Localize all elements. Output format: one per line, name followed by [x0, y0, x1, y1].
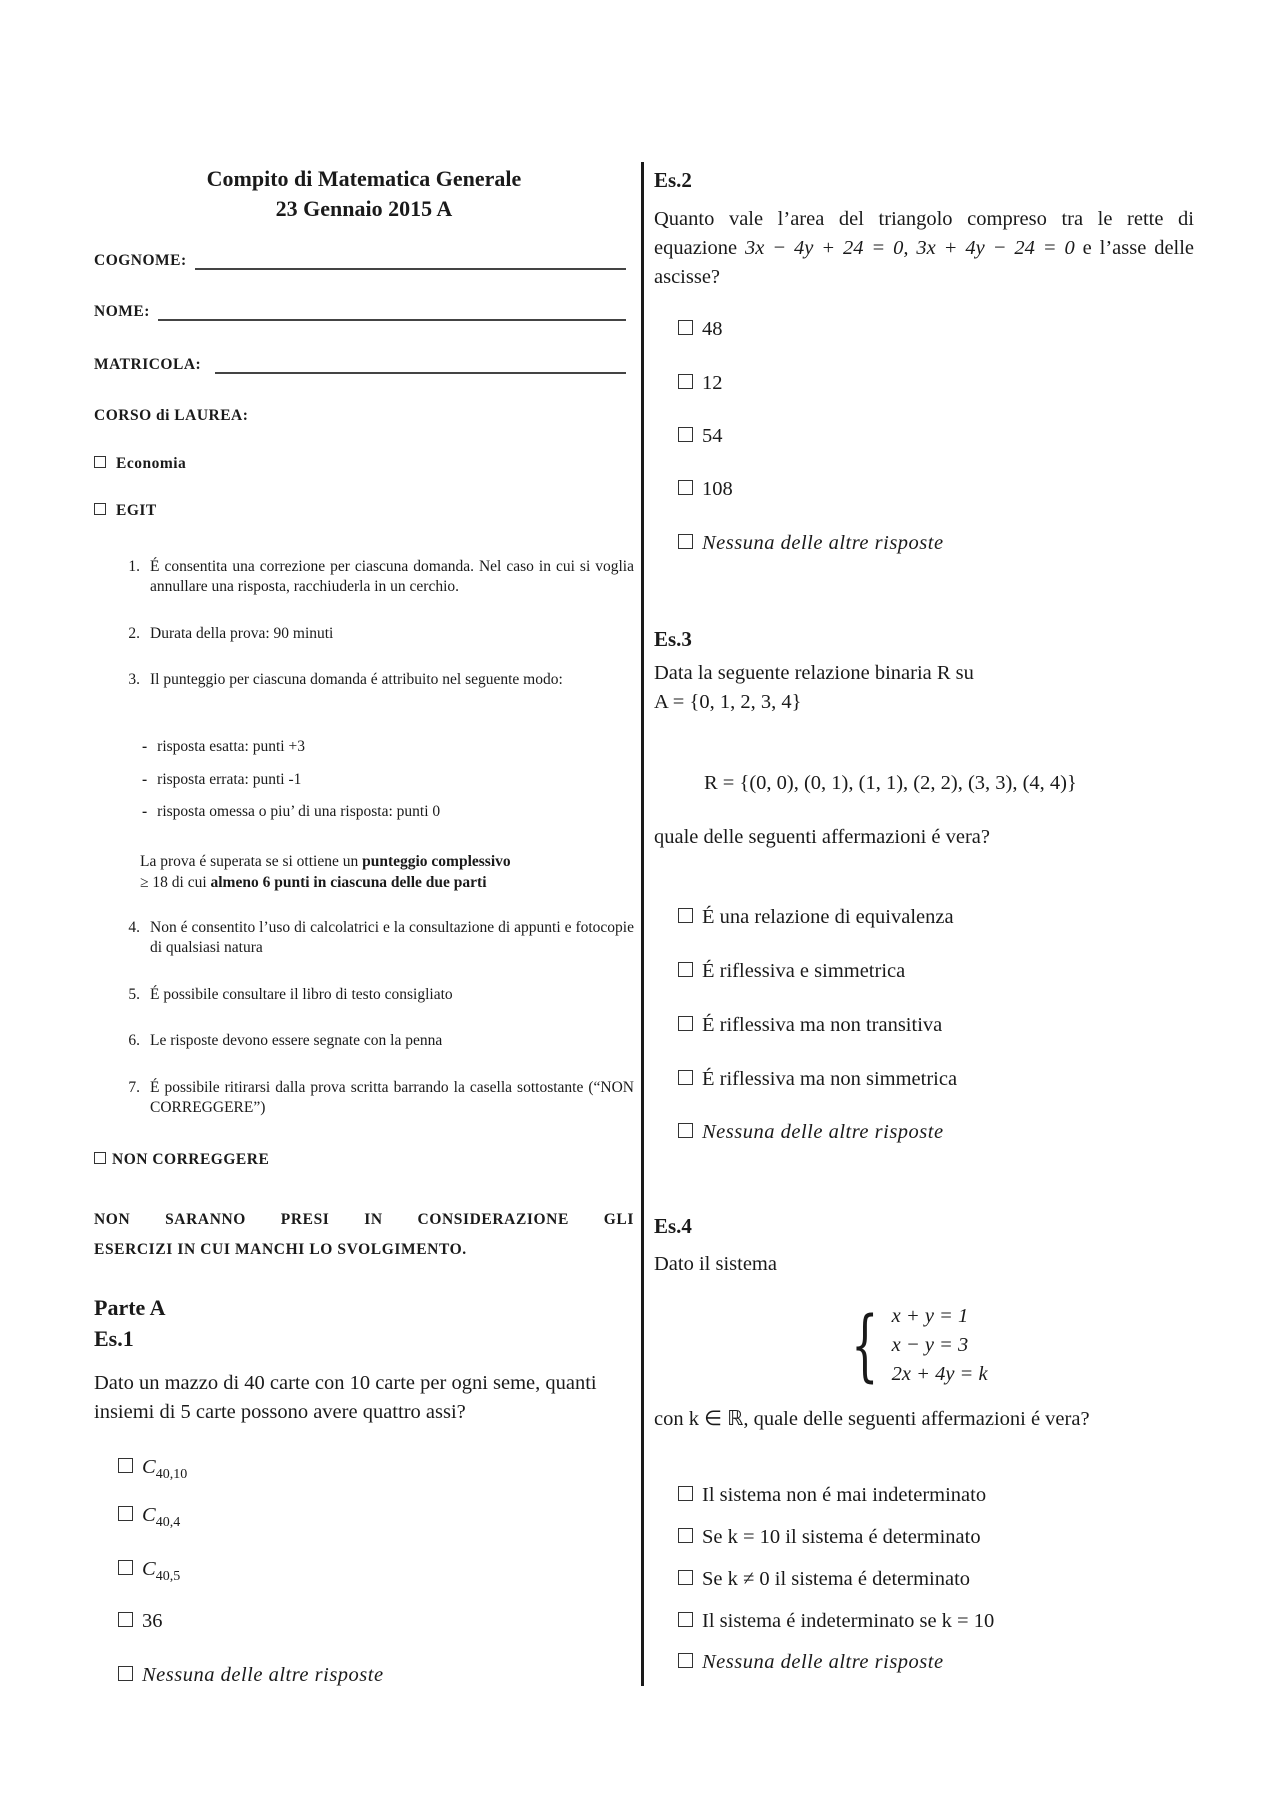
exercise-3-label: Es.3: [654, 627, 692, 651]
checkbox-icon[interactable]: [678, 1612, 693, 1627]
checkbox-icon[interactable]: [678, 1070, 693, 1085]
checkbox-icon[interactable]: [678, 1123, 693, 1138]
exercise-2-question: Quanto vale l’area del triangolo compreso tra le rette di equazione 3x − 4y + 24 = 0, 3x + 4y − 24 = 0 e l’asse delle ascisse?: [654, 208, 1195, 288]
checkbox-icon[interactable]: [118, 1458, 133, 1473]
matricola-label: MATRICOLA:: [94, 356, 202, 373]
es2-option[interactable]: 12: [678, 372, 723, 395]
es1-option[interactable]: $C_{40,10}$: [118, 1456, 187, 1483]
rule-item: 7. É possibile ritirarsi dalla prova scritta barrando la casella sottostante (“NON CORREGGERE”): [128, 1079, 634, 1116]
es4-option[interactable]: Se k ≠ 0 il sistema é determinato: [678, 1568, 970, 1591]
checkbox-icon[interactable]: [678, 320, 693, 335]
corso-option-egit[interactable]: EGIT: [94, 502, 157, 520]
checkbox-icon[interactable]: [118, 1666, 133, 1681]
exercise-4-prompt: con k ∈ ℝ, quale delle seguenti affermazioni é vera?: [654, 1408, 1090, 1430]
rule-item: 6. Le risposte devono essere segnate con la penna: [128, 1032, 443, 1049]
exercise-1-label: Es.1: [94, 1326, 134, 1351]
es1-option[interactable]: 36: [118, 1610, 163, 1633]
exercise-3-question: Data la seguente relazione binaria R su A = {0, 1, 2, 3, 4}: [654, 662, 974, 713]
rule-item: 2. Durata della prova: 90 minuti: [128, 625, 334, 642]
es3-option[interactable]: Nessuna delle altre risposte: [678, 1121, 944, 1144]
checkbox-icon[interactable]: [678, 534, 693, 549]
checkbox-icon[interactable]: [678, 1653, 693, 1668]
part-title: Parte A: [94, 1295, 166, 1320]
rule-item: 5. É possibile consultare il libro di testo consigliato: [128, 986, 453, 1003]
es2-option[interactable]: Nessuna delle altre risposte: [678, 532, 944, 555]
scoring-item: - risposta errata: punti -1: [142, 771, 302, 788]
es2-option[interactable]: 108: [678, 478, 733, 501]
es2-option[interactable]: 48: [678, 318, 723, 341]
checkbox-icon[interactable]: [118, 1506, 133, 1521]
title-line-2: 23 Gennaio 2015 A: [275, 196, 453, 221]
checkbox-icon[interactable]: [678, 374, 693, 389]
title-line-1: Compito di Matematica Generale: [206, 166, 522, 191]
cognome-label: COGNOME:: [94, 252, 187, 269]
checkbox-icon[interactable]: [94, 1152, 106, 1164]
checkbox-icon[interactable]: [94, 456, 106, 468]
es4-option[interactable]: Nessuna delle altre risposte: [678, 1651, 944, 1674]
es3-option[interactable]: É riflessiva ma non transitiva: [678, 1014, 942, 1037]
es1-option[interactable]: $C_{40,5}$: [118, 1558, 180, 1585]
rule-item: 1. É consentita una correzione per ciascuna domanda. Nel caso in cui si voglia annullare una risposta, racchiuderla in un cerchio.: [128, 558, 634, 595]
rule-item: 4. Non é consentito l’uso di calcolatrici e la consultazione di appunti e fotocopie di qualsiasi natura: [128, 919, 634, 956]
checkbox-icon[interactable]: [118, 1612, 133, 1627]
corso-option-economia[interactable]: Economia: [94, 455, 186, 473]
es3-option[interactable]: É una relazione di equivalenza: [678, 906, 954, 929]
es4-option[interactable]: Il sistema é indeterminato se k = 10: [678, 1610, 994, 1633]
rule-item: 3. Il punteggio per ciascuna domanda é attribuito nel seguente modo:: [128, 671, 563, 688]
scoring-item: - risposta esatta: punti +3: [142, 738, 305, 755]
non-correggere-option[interactable]: NON CORREGGERE: [94, 1151, 269, 1169]
exercise-4-intro: Dato il sistema: [654, 1253, 777, 1275]
equation-system: [840, 1302, 988, 1389]
checkbox-icon[interactable]: [678, 480, 693, 495]
exercise-4-label: Es.4: [654, 1214, 692, 1238]
exercise-1-question: Dato un mazzo di 40 carte con 10 carte per ogni seme, quanti insiemi di 5 carte possono avere quattro assi?: [94, 1372, 597, 1423]
es3-option[interactable]: É riflessiva ma non simmetrica: [678, 1068, 957, 1091]
es3-option[interactable]: É riflessiva e simmetrica: [678, 960, 905, 983]
es1-option[interactable]: Nessuna delle altre risposte: [118, 1664, 384, 1687]
es1-option[interactable]: $C_{40,4}$: [118, 1504, 180, 1531]
checkbox-icon[interactable]: [678, 1486, 693, 1501]
exercise-3-prompt: quale delle seguenti affermazioni é vera?: [654, 826, 990, 848]
left-brace-icon: {: [851, 1300, 879, 1391]
warning-notice: NON SARANNO PRESI IN CONSIDERAZIONE GLI ESERCIZI IN CUI MANCHI LO SVOLGIMENTO.: [94, 1211, 634, 1258]
checkbox-icon[interactable]: [678, 1528, 693, 1543]
nome-label: NOME:: [94, 303, 150, 320]
system-equations: x + y = 1 x − y = 3 2x + 4y = k: [891, 1305, 988, 1385]
column-divider: [641, 162, 644, 1686]
checkbox-icon[interactable]: [678, 427, 693, 442]
checkbox-icon[interactable]: [678, 962, 693, 977]
relation-definition: R = {(0, 0), (0, 1), (1, 1), (2, 2), (3, 3), (4, 4)}: [704, 772, 1077, 794]
es4-option[interactable]: Se k = 10 il sistema é determinato: [678, 1526, 981, 1549]
es4-option[interactable]: Il sistema non é mai indeterminato: [678, 1484, 986, 1507]
pass-note: La prova é superata se si ottiene un punteggio complessivo ≥ 18 di cui almeno 6 punti in ciascuna delle due parti: [140, 853, 511, 891]
checkbox-icon[interactable]: [678, 1016, 693, 1031]
rules-list: [110, 0, 634, 1811]
checkbox-icon[interactable]: [118, 1560, 133, 1575]
checkbox-icon[interactable]: [678, 908, 693, 923]
corso-label: CORSO di LAUREA:: [94, 407, 249, 424]
es2-option[interactable]: 54: [678, 425, 723, 448]
exercise-2-label: Es.2: [654, 168, 692, 192]
checkbox-icon[interactable]: [94, 503, 106, 515]
scoring-item: - risposta omessa o piu’ di una risposta: punti 0: [142, 803, 441, 820]
checkbox-icon[interactable]: [678, 1570, 693, 1585]
